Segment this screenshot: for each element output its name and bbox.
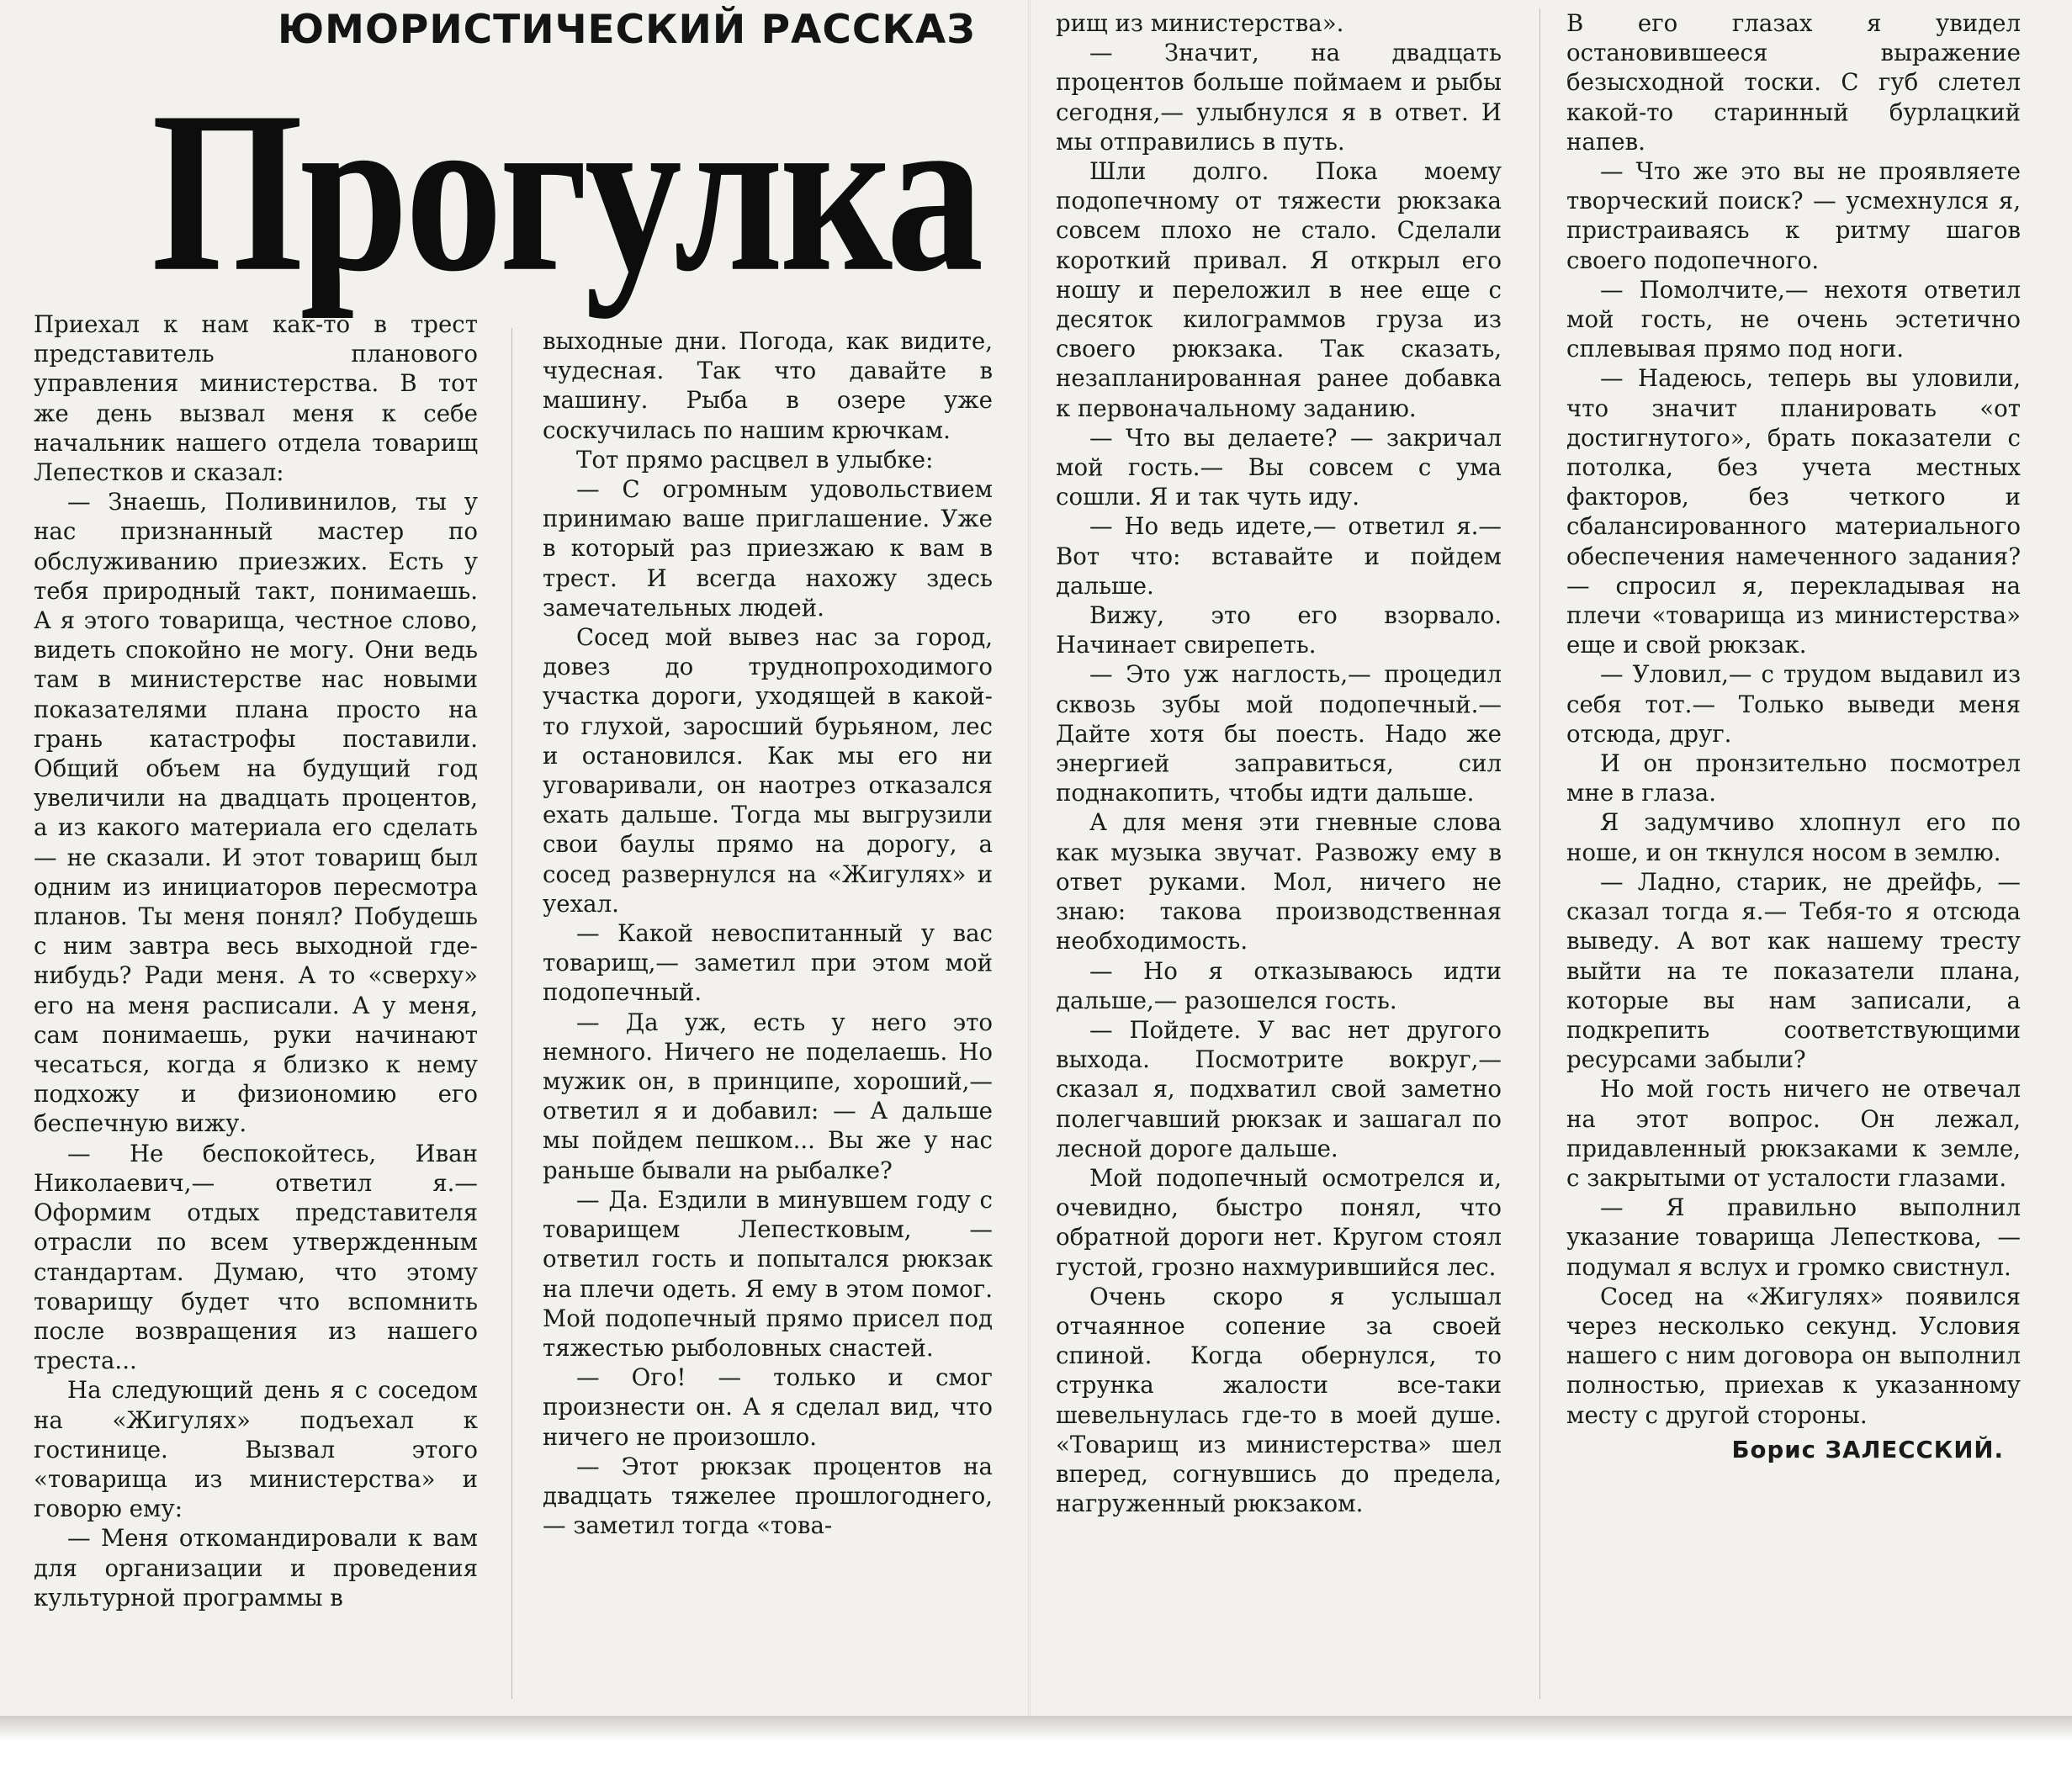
paragraph: — Помолчите,— нехотя ответил мой гость, не очень эстетично сплевывая прямо под ноги. bbox=[1566, 275, 2021, 363]
paragraph: — Это уж наглость,— процедил сквозь зубы мой подопечный.— Дайте хотя бы поесть. Надо же энергией заправиться, сил поднакопить, чтобы идти дальше. bbox=[1056, 660, 1502, 807]
paragraph: — Меня откомандировали к вам для организации и проведения культурной программы в bbox=[34, 1524, 478, 1612]
paragraph: И он пронзительно посмотрел мне в глаза. bbox=[1566, 749, 2021, 807]
paragraph: — Уловил,— с трудом выдавил из себя тот.— Только выведи меня отсюда, друг. bbox=[1566, 660, 2021, 748]
paragraph: Мой подопечный осмотрелся и, очевидно, быстро понял, что обратной дороги нет. Кругом стоял густой, грозно нахмурившийся лес. bbox=[1056, 1163, 1502, 1281]
paragraph: Сосед мой вывез нас за город, довез до труднопроходимого участка дороги, уходящей в какой-то глухой, заросший бурьяном, лес и остановился. Как мы его ни уговаривали, он наотрез отказался ехать дальше. Тогда мы выгрузили свои баулы прямо на дорогу, а сосед развернулся на «Жигулях» и уехал. bbox=[543, 623, 993, 918]
paragraph: Очень скоро я услышал отчаянное сопение за своей спиной. Когда обернулся, то струнка жалости все-таки шевельнулась где-то в моей душе. «Товарищ из министерства» шел вперед, согнувшись до предела, нагруженный рюкзаком. bbox=[1056, 1282, 1502, 1518]
paragraph: — Что вы делаете? — закричал мой гость.— Вы совсем с ума сошли. Я и так чуть иду. bbox=[1056, 423, 1502, 511]
paragraph: — Пойдете. У вас нет другого выхода. Посмотрите вокруг,— сказал я, подхватил свой заметно полегчавший рюкзак и зашагал по лесной дороге дальше. bbox=[1056, 1015, 1502, 1162]
paragraph: Шли долго. Пока моему подопечному от тяжести рюкзака совсем плохо не стало. Сделали короткий привал. Я открыл его ношу и переложил в нее еще с десяток килограммов груза из своего рюкзака. Так сказать, незапланированная ранее добавка к первоначальному заданию. bbox=[1056, 157, 1502, 422]
paragraph: — Какой невоспитанный у вас товарищ,— заметил при этом мой подопечный. bbox=[543, 919, 993, 1007]
paragraph: — Надеюсь, теперь вы уловили, что значит планировать «от достигнутого», брать показатели с потолка, без учета местных факторов, без четкого и сбалансированного материального обеспечения намеченного задания? — спросил я, перекладывая на плечи «товарища из министерства» еще и свой рюкзак. bbox=[1566, 364, 2021, 659]
paragraph: А для меня эти гневные слова как музыка звучат. Развожу ему в ответ руками. Мол, ничего не знаю: такова производственная необходимость. bbox=[1056, 808, 1502, 955]
article-column-2 bbox=[543, 326, 993, 1706]
paragraph: — Да уж, есть у него это немного. Ничего не поделаешь. Но мужик он, в принципе, хороший,— ответил я и добавил: — А дальше мы пойдем пешком... Вы же у нас раньше бывали на рыбалке? bbox=[543, 1008, 993, 1184]
paragraph: Я задумчиво хлопнул его по ноше, и он ткнулся носом в землю. bbox=[1566, 808, 2021, 866]
paragraph: — Да. Ездили в минувшем году с товарищем Лепестковым, — ответил гость и попытался рюкзак на плечи одеть. Я ему в этом помог. Мой подопечный прямо присел под тяжестью рыболовных снастей. bbox=[543, 1185, 993, 1362]
article-column-3 bbox=[1056, 8, 1502, 1703]
paragraph: Сосед на «Жигулях» появился через несколько секунд. Условия нашего с ним договора он выполнил полностью, приехав к указанному месту с другой стороны. bbox=[1566, 1282, 2021, 1429]
paragraph: — Но я отказываюсь идти дальше,— разошелся гость. bbox=[1056, 956, 1502, 1014]
rubric-heading: ЮМОРИСТИЧЕСКИЙ РАССКАЗ bbox=[278, 7, 976, 53]
story-headline: Прогулка bbox=[151, 64, 981, 320]
paragraph: — Значит, на двадцать процентов больше поймаем и рыбы сегодня,— улыбнулся я в ответ. И мы отправились в путь. bbox=[1056, 39, 1502, 156]
paragraph: — Ого! — только и смог произнести он. А я сделал вид, что ничего не произошло. bbox=[543, 1363, 993, 1451]
paragraph: Приехал к нам как-то в трест представитель планового управления министерства. В тот же день вызвал меня к себе начальник нашего отдела товарищ Лепестков и сказал: bbox=[34, 310, 478, 487]
page-fold bbox=[1028, 0, 1031, 1737]
column-divider bbox=[511, 328, 512, 1699]
column-divider bbox=[1539, 8, 1540, 1699]
paragraph: Вижу, это его взорвало. Начинает свирепеть. bbox=[1056, 601, 1502, 659]
paragraph: — Этот рюкзак процентов на двадцать тяжелее прошлогоднего,— заметил тогда «това- bbox=[543, 1452, 993, 1540]
author-signature: Борис ЗАЛЕССКИЙ. bbox=[1731, 1435, 2004, 1463]
paragraph: — Знаешь, Поливинилов, ты у нас признанный мастер по обслуживанию приезжих. Есть у тебя природный такт, понимаешь. А я этого товарища, честное слово, видеть спокойно не могу. Они ведь там в министерстве нас новыми показателями плана просто на грань катастрофы поставили. Общий объем на будущий год увеличили на двадцать процентов, а из какого материала его сделать — не сказали. И этот товарищ был одним из инициаторов пересмотра планов. Ты меня понял? Побудешь с ним завтра весь выходной где-нибудь? Ради меня. А то «сверху» его на меня расписали. А у меня, сам понимаешь, руки начинают чесаться, когда я близко к нему подхожу и физиономию его беспечную вижу. bbox=[34, 488, 478, 1138]
paragraph: На следующий день я с соседом на «Жигулях» подъехал к гостинице. Вызвал этого «товарища из министерства» и говорю ему: bbox=[34, 1376, 478, 1523]
paragraph: выходные дни. Погода, как видите, чудесная. Так что давайте в машину. Рыба в озере уже соскучилась по нашим крючкам. bbox=[543, 327, 993, 444]
paragraph: Но мой гость ничего не отвечал на этот вопрос. Он лежал, придавленный рюкзаками к земле, с закрытыми от усталости глазами. bbox=[1566, 1075, 2021, 1192]
page-edge-shadow bbox=[0, 1716, 2072, 1741]
paragraph: — Что же это вы не проявляете творческий поиск? — усмехнулся я, пристраиваясь к ритму шагов своего подопечного. bbox=[1566, 157, 2021, 274]
paragraph: — Не беспокойтесь, Иван Николаевич,— ответил я.— Оформим отдых представителя отрасли по всем утвержденным стандартам. Думаю, что этому товарищу будет что вспомнить после возвращения из нашего треста... bbox=[34, 1139, 478, 1375]
paragraph: Тот прямо расцвел в улыбке: bbox=[576, 445, 934, 474]
paragraph: — С огромным удовольствием принимаю ваше приглашение. Уже в который раз приезжаю к вам в трест. И всегда нахожу здесь замечательных людей. bbox=[543, 475, 993, 622]
paragraph: В его глазах я увидел остановившееся выражение безысходной тоски. С губ слетел какой-то старинный бурлацкий напев. bbox=[1566, 9, 2021, 156]
article-column-1 bbox=[34, 310, 478, 1697]
article-column-4 bbox=[1566, 8, 2021, 1703]
paragraph: рищ из министерства». bbox=[1056, 9, 1344, 37]
paragraph: — Но ведь идете,— ответил я.— Вот что: вставайте и пойдем дальше. bbox=[1056, 512, 1502, 600]
paragraph: — Ладно, старик, не дрейфь, — сказал тогда я.— Тебя-то я отсюда выведу. А вот как нашему тресту выйти на те показатели плана, которые вы нам записали, а подкрепить соответствующими ресурсами забыли? bbox=[1566, 867, 2021, 1074]
paragraph: — Я правильно выполнил указание товарища Лепесткова, — подумал я вслух и громко свистнул. bbox=[1566, 1193, 2021, 1281]
